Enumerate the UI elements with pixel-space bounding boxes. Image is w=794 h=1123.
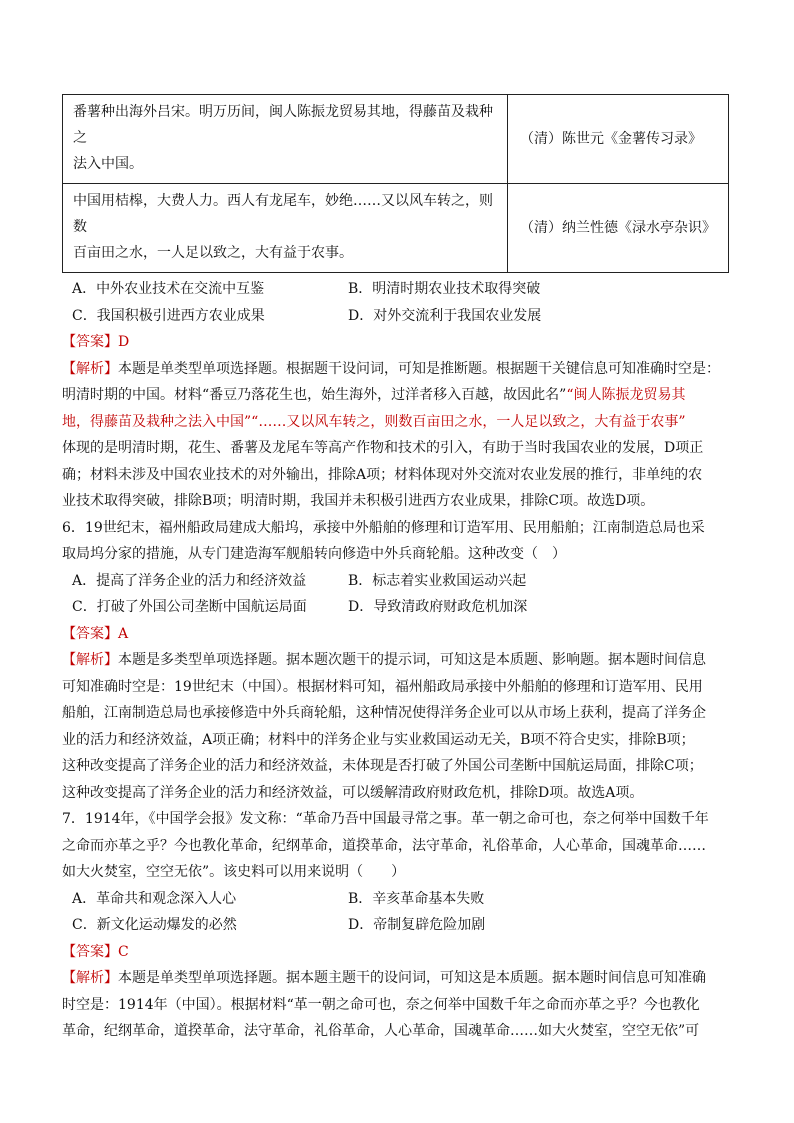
answer-label: 【答案】: [62, 625, 118, 642]
analysis-line: 可知准确时空是：19世纪末（中国）。根据材料可知，福州船政局承接中外船舶的修理和订造军用、民用: [62, 678, 703, 695]
answer-line: [62, 939, 730, 966]
source-table: [62, 94, 729, 273]
answer-line: [62, 329, 730, 356]
analysis-line: 革命，纪纲革命，道揆革命，法守革命，礼俗革命，人心革命，国魂革命……如大火焚室，空空无依”可: [62, 1023, 700, 1039]
question-stem: 之命而亦革之乎？今也教化革命，纪纲革命，道揆革命，法守革命，礼俗革命，人心革命，国魂革命……: [62, 837, 706, 854]
analysis-line: 【解析】本题是单类型单项选择题。据本题主题干的设问词，可知这是本质题。据本题时间信息可知准确: [62, 970, 706, 986]
analysis-line: 这种改变提高了洋务企业的活力和经济效益，可以缓解清政府财政危机，排除D项。故选A项。: [62, 784, 644, 801]
table-cell-source: （清）陈世元《金薯传习录》: [508, 95, 729, 184]
analysis-line: 业技术取得突破，排除B项；明清时期，我国并未积极引进西方农业成果，排除C项。故选D项。: [62, 493, 655, 509]
table-cell-text: 番薯种出海外吕宋。明万历间，闽人陈振龙贸易其地，得藤苗及栽种之 法入中国。: [63, 95, 508, 184]
option-c: C．新文化运动爆发的必然: [72, 917, 237, 933]
options-row: [62, 594, 730, 621]
table-cell-source: （清）纳兰性德《渌水亭杂识》: [508, 184, 729, 273]
analysis-line: 确；材料未涉及中国农业技术的对外输出，排除A项；材料体现对外交流对农业发展的推行，非单纯的农: [62, 466, 703, 483]
analysis-line: 地，得藤苗及栽种之法入中国”“……又以风车转之，则数百亩田之水，一人足以致之，大有益于农事”: [62, 413, 686, 430]
answer-value: D: [118, 334, 130, 350]
option-d: D．导致清政府财政危机加深: [348, 599, 528, 615]
option-c: C．打破了外国公司垄断中国航运局面: [72, 599, 307, 615]
table-row: [63, 95, 729, 184]
option-b: B．辛亥革命基本失败: [348, 890, 485, 907]
question-stem: 如大火焚室，空空无依”。该史料可以用来说明（ ）: [62, 864, 406, 880]
table-cell-text: 中国用桔槔，大费人力。西人有龙尾车，妙绝……又以风车转之，则数 百亩田之水，一人足以致之，大有益于农事。: [63, 184, 508, 273]
options-row: [62, 276, 730, 303]
analysis-label: 【解析】: [62, 652, 118, 668]
option-a: A．提高了洋务企业的活力和经济效益: [72, 572, 307, 589]
analysis-line: 船舶，江南制造总局也承接修造中外兵商轮船，这种情况使得洋务企业可以从市场上获利，提高了洋务企: [62, 705, 706, 721]
answer-value: C: [118, 943, 129, 960]
answer-value: A: [118, 625, 129, 642]
options-row: [62, 568, 730, 595]
analysis-line: 明清时期的中国。材料“番豆乃落花生也，始生海外，过洋者移入百越，故因此名”“闽人陈振龙贸易其: [62, 387, 686, 403]
option-c: C．我国积极引进西方农业成果: [72, 307, 265, 324]
option-a: A．革命共和观念深入人心: [72, 890, 237, 907]
option-b: B．明清时期农业技术取得突破: [348, 281, 541, 297]
document-page: [62, 94, 730, 1045]
analysis-line: 【解析】本题是多类型单项选择题。据本题次题干的提示词，可知这是本质题、影响题。据本题时间信息: [62, 652, 706, 668]
analysis-line: 这种改变提高了洋务企业的活力和经济效益，未体现是否打破了外国公司垄断中国航运局面，排除C项；: [62, 758, 703, 774]
analysis-label: 【解析】: [62, 970, 118, 986]
question-stem: 7．1914年，《中国学会报》发文称：“革命乃吾中国最寻常之事。革一朝之命可也，奈之何举中国数千年: [62, 811, 709, 827]
answer-line: [62, 621, 730, 648]
option-d: D．帝制复辟危险加剧: [348, 917, 486, 933]
option-b: B．标志着实业救国运动兴起: [348, 572, 527, 589]
analysis-label: 【解析】: [62, 360, 118, 377]
analysis-line: 时空是：1914年（中国）。根据材料“革一朝之命可也，奈之何举中国数千年之命而亦革之乎？今也教化: [62, 996, 700, 1013]
table-row: [63, 184, 729, 273]
analysis-line: 业的活力和经济效益，A项正确；材料中的洋务企业与实业救国运动无关，B项不符合史实，排除B项；: [62, 731, 695, 748]
analysis-line: 体现的是明清时期，花生、番薯及龙尾车等高产作物和技术的引入，有助于当时我国农业的发展，D项正: [62, 440, 704, 456]
answer-label: 【答案】: [62, 334, 118, 350]
options-row: [62, 886, 730, 913]
option-d: D．对外交流利于我国农业发展: [348, 307, 542, 324]
options-row: [62, 912, 730, 939]
options-row: [62, 303, 730, 330]
question-stem: 取局坞分家的措施，从专门建造海军舰船转向修造中外兵商轮船。这种改变（ ）: [62, 546, 566, 562]
answer-label: 【答案】: [62, 943, 118, 960]
analysis-line: 【解析】本题是单类型单项选择题。根据题干设问词，可知是推断题。根据题干关键信息可知准确时空是：: [62, 360, 720, 377]
question-stem: 6．19世纪末，福州船政局建成大船坞，承接中外船舶的修理和订造军用、民用船舶；江南制造总局也采: [62, 519, 705, 536]
option-a: A．中外农业技术在交流中互鉴: [72, 281, 265, 297]
